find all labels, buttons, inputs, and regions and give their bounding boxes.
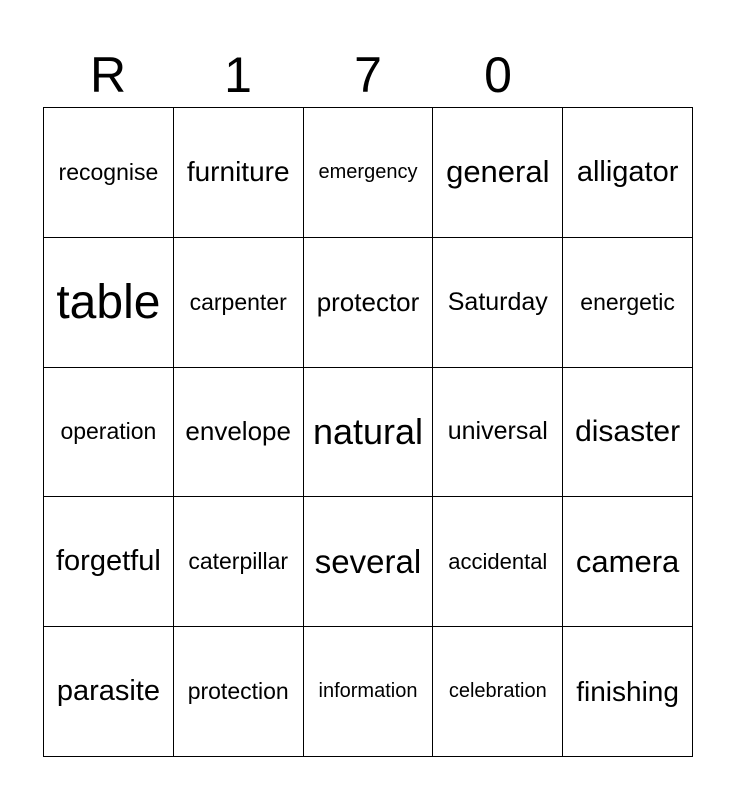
cell-word: operation [60,418,157,445]
bingo-cell[interactable] [433,368,563,498]
header-letter-3: 7 [354,47,382,103]
bingo-cell[interactable] [44,108,174,238]
cell-word: protector [316,286,420,317]
cell-word: general [446,154,550,190]
bingo-cell[interactable] [563,497,693,627]
bingo-cell[interactable] [174,497,304,627]
bingo-cell[interactable] [44,497,174,627]
cell-word: celebration [448,680,547,703]
cell-word: energetic [580,288,675,315]
bingo-cell[interactable] [304,238,434,368]
bingo-cell[interactable] [304,627,434,757]
cell-word: disaster [575,414,681,448]
bingo-cell[interactable] [44,238,174,368]
bingo-cell[interactable] [174,627,304,757]
bingo-cell[interactable] [304,368,434,498]
bingo-header [43,42,693,108]
bingo-cell[interactable] [563,238,693,368]
cell-word: table [56,275,161,329]
cell-word: universal [447,417,548,446]
cell-word: carpenter [189,288,287,315]
cell-word: envelope [185,416,291,447]
bingo-cell[interactable] [433,108,563,238]
cell-word: accidental [448,548,548,574]
header-letter-4: 0 [484,47,512,103]
header-letter-1: R [89,47,127,103]
bingo-cell[interactable] [174,108,304,238]
bingo-cell[interactable] [563,368,693,498]
cell-word: forgetful [56,545,161,578]
bingo-cell[interactable] [563,108,693,238]
bingo-cell[interactable] [44,368,174,498]
cell-word: several [314,542,422,580]
bingo-cell[interactable] [174,368,304,498]
cell-word: finishing [576,675,679,707]
cell-word: protection [187,678,289,705]
header-letter-2: 1 [224,47,252,103]
cell-word: natural [312,410,424,452]
cell-word: parasite [56,675,160,708]
cell-word: Saturday [447,287,548,316]
cell-word: alligator [576,155,679,188]
bingo-cell[interactable] [304,497,434,627]
bingo-cell[interactable] [44,627,174,757]
cell-word: recognise [58,158,159,185]
cell-word: camera [575,543,680,579]
cell-word: caterpillar [188,548,289,575]
cell-word: emergency [318,160,418,183]
bingo-cell[interactable] [563,627,693,757]
bingo-board [43,107,693,757]
bingo-cell[interactable] [174,238,304,368]
bingo-cell[interactable] [433,627,563,757]
header-letter-5 [563,42,693,108]
bingo-cell[interactable] [304,108,434,238]
bingo-cell[interactable] [433,238,563,368]
cell-word: furniture [186,156,290,188]
bingo-cell[interactable] [433,497,563,627]
cell-word: information [318,680,418,703]
